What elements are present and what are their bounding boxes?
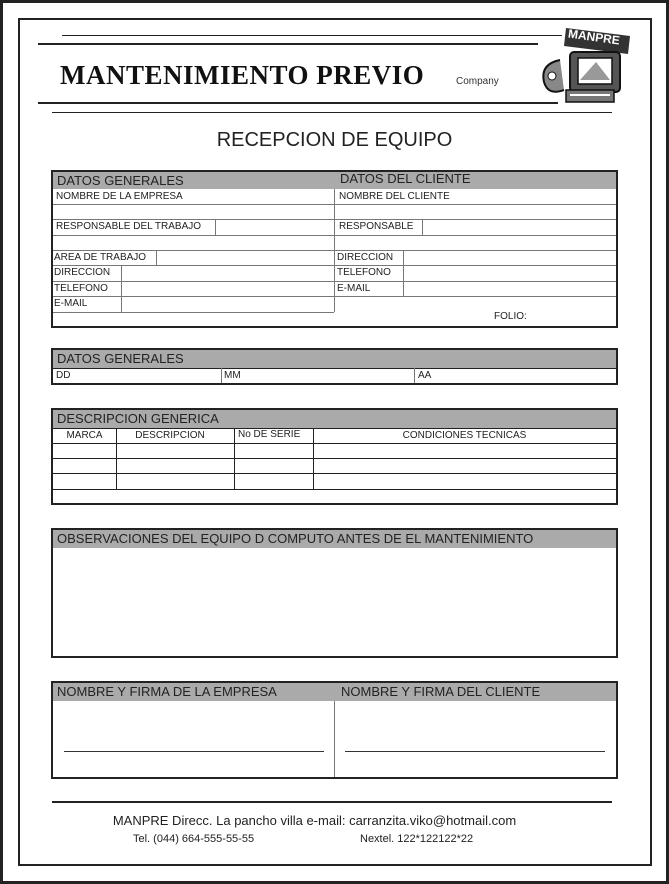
field-line [53, 204, 334, 205]
label-work-area: AREA DE TRABAJO [54, 252, 147, 263]
table-line [53, 458, 616, 459]
field-line [53, 296, 334, 297]
header-bottom-rule-thin [52, 112, 612, 113]
observations-heading: OBSERVACIONES DEL EQUIPO D COMPUTO ANTES DE EL MANTENIMIENTO [57, 531, 534, 546]
general-data-heading: DATOS GENERALES [57, 173, 184, 188]
label-day: DD [56, 370, 71, 381]
field-line [334, 296, 616, 297]
equipment-description-heading: DESCRIPCION GENERICA [57, 411, 219, 426]
field-line [53, 219, 334, 220]
logo-text: MANPRE [567, 26, 621, 48]
field-line [53, 235, 334, 236]
header-bottom-rule [38, 102, 558, 104]
label-client-email: E-MAIL [337, 283, 371, 294]
label-year: AA [418, 370, 432, 381]
footer-nextel: Nextel. 122*122122*22 [360, 833, 474, 845]
label-company-name: NOMBRE DE LA EMPRESA [56, 191, 183, 202]
footer-rule [52, 801, 612, 803]
client-signature-line[interactable] [345, 751, 605, 752]
field-line [334, 265, 616, 266]
header-top-rule-thin [62, 35, 562, 36]
client-data-heading: DATOS DEL CLIENTE [340, 171, 471, 186]
date-heading: DATOS GENERALES [57, 351, 184, 366]
client-signature-heading: NOMBRE Y FIRMA DEL CLIENTE [341, 684, 541, 699]
column-header-description: DESCRIPCION [135, 430, 205, 441]
field-divider [403, 250, 404, 296]
footer-contact-line: MANPRE Direcc. La pancho villa e-mail: carranzita.viko@hotmail.com [112, 813, 517, 828]
table-line [53, 473, 616, 474]
footer-phone: Tel. (044) 664-555-55-55 [133, 833, 255, 845]
band-underline [53, 368, 616, 369]
label-client-name: NOMBRE DEL CLIENTE [339, 191, 450, 202]
label-folio: FOLIO: [494, 311, 527, 322]
field-line [334, 235, 616, 236]
company-signature-line[interactable] [64, 751, 324, 752]
company-label: Company [456, 76, 499, 87]
label-email: E-MAIL [54, 298, 88, 309]
field-line [334, 250, 616, 251]
date-divider [414, 368, 415, 383]
column-header-brand: MARCA [66, 430, 103, 441]
label-client-address: DIRECCION [337, 252, 394, 263]
field-divider [422, 219, 423, 235]
signature-divider [334, 701, 335, 777]
field-divider [121, 265, 122, 312]
table-line [53, 443, 616, 444]
field-line [334, 281, 616, 282]
label-phone: TELEFONO [54, 283, 108, 294]
header-top-rule [38, 43, 538, 45]
table-line [53, 489, 616, 490]
page-heading: RECEPCION DE EQUIPO [216, 129, 453, 151]
field-divider [215, 219, 216, 235]
field-line [53, 250, 334, 251]
label-month: MM [224, 370, 241, 381]
column-header-technical-conditions: CONDICIONES TECNICAS [402, 430, 527, 441]
label-client-responsible: RESPONSABLE [339, 221, 414, 232]
field-line [53, 281, 334, 282]
label-client-phone: TELEFONO [337, 267, 391, 278]
company-signature-heading: NOMBRE Y FIRMA DE LA EMPRESA [57, 684, 277, 699]
field-divider [156, 250, 157, 265]
column-header-serial: No DE SERIE [238, 429, 301, 440]
table-col-divider [234, 428, 235, 489]
field-line [334, 204, 616, 205]
observations-field[interactable] [53, 548, 616, 656]
field-line [53, 265, 334, 266]
date-divider [221, 368, 222, 383]
label-work-responsible: RESPONSABLE DEL TRABAJO [56, 221, 202, 232]
label-address: DIRECCION [54, 267, 111, 278]
document-title: MANTENIMIENTO PREVIO [60, 60, 425, 90]
field-line [53, 312, 334, 313]
table-line [53, 428, 616, 429]
field-line [334, 219, 616, 220]
